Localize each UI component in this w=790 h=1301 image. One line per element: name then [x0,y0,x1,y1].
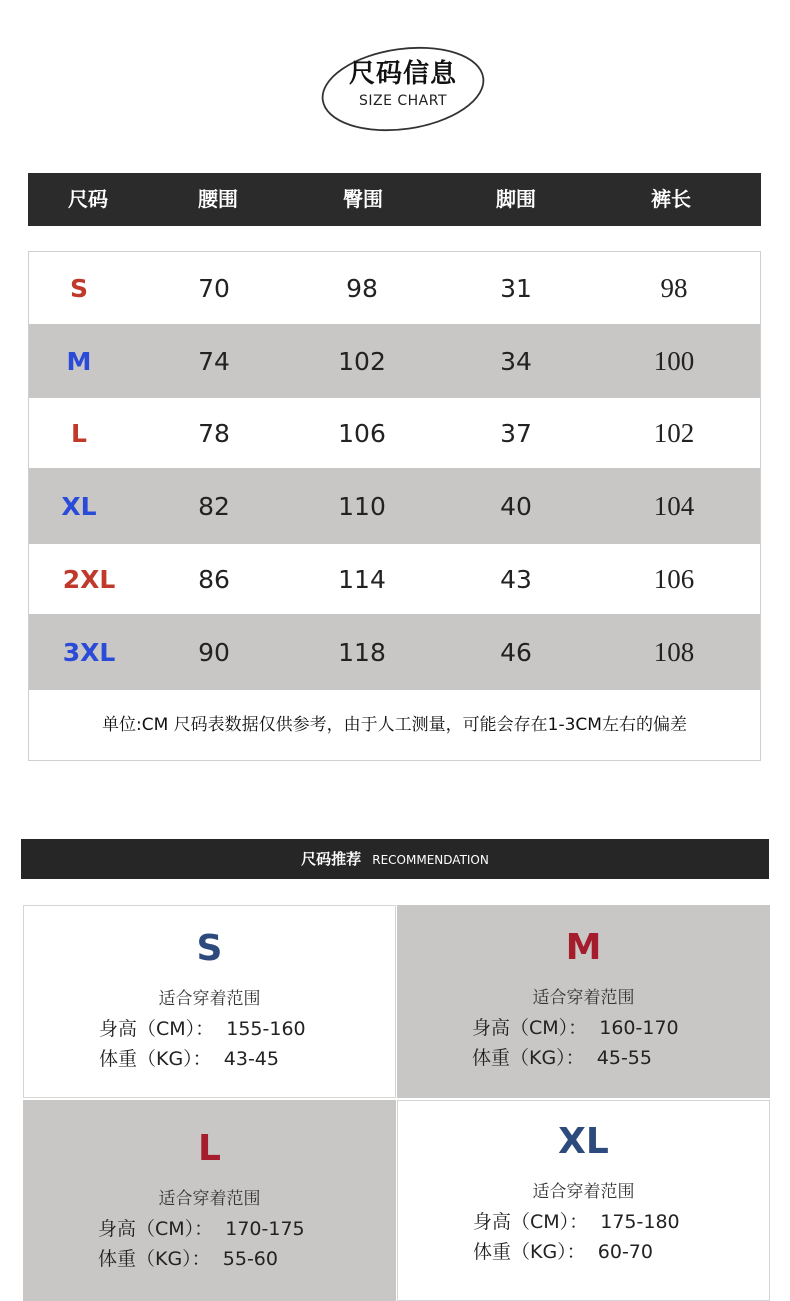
recommendation-card [397,905,770,1098]
row-length: 104 [653,490,695,521]
row-size: M [66,346,92,376]
card-height-range: 身高（CM）： 160-170 [472,1017,679,1039]
header-foot: 脚围 [496,187,536,211]
card-weight-range: 体重（KG）： 60-70 [473,1241,653,1263]
size-table-header [28,173,761,226]
row-foot: 37 [500,418,532,448]
header-size: 尺码 [68,187,108,211]
row-hip: 98 [346,273,378,303]
card-height-range: 身高（CM）： 155-160 [99,1018,306,1040]
row-length: 100 [653,345,695,376]
table-row [29,252,760,324]
card-weight-range: 体重（KG）： 45-55 [472,1047,652,1069]
table-row [29,398,760,468]
row-length: 102 [653,417,695,448]
card-fit-label: 适合穿着范围 [158,989,261,1009]
row-size: S [69,273,88,303]
title-english: SIZE CHART [358,93,448,109]
row-foot: 40 [500,491,532,521]
card-size: L [198,1128,221,1169]
row-hip: 118 [338,637,386,667]
table-row [29,468,760,544]
table-row [29,544,760,614]
row-length: 106 [653,563,695,594]
row-waist: 70 [198,273,230,303]
recommendation-title-chinese: 尺码推荐 [301,850,362,868]
card-size: M [565,927,602,968]
row-length: 108 [653,636,695,667]
row-foot: 31 [500,273,532,303]
row-foot: 46 [500,637,532,667]
card-weight-range: 体重（KG）： 43-45 [99,1048,279,1070]
card-fit-label: 适合穿着范围 [532,988,635,1008]
row-hip: 106 [338,418,386,448]
card-height-range: 身高（CM）： 175-180 [473,1211,680,1233]
card-weight-range: 体重（KG）： 55-60 [98,1248,278,1270]
card-height-range: 身高（CM）： 170-175 [98,1218,305,1240]
row-waist: 74 [198,346,230,376]
size-table-body [28,251,761,761]
measurement-note: 单位:CM 尺码表数据仅供参考，由于人工测量，可能会存在1-3CM左右的偏差 [102,715,687,735]
row-size: L [71,418,87,448]
recommendation-card [23,1100,396,1301]
header-waist: 腰围 [198,187,238,211]
row-hip: 102 [338,346,386,376]
recommendation-header [21,839,769,879]
recommendation-card [397,1100,770,1301]
row-hip: 110 [338,491,386,521]
row-size: 2XL [62,564,116,594]
header-length: 裤长 [651,187,691,211]
row-length: 98 [660,272,688,303]
row-waist: 78 [198,418,230,448]
row-waist: 86 [198,564,230,594]
recommendation-grid [23,905,770,1301]
recommendation-title-english: RECOMMENDATION [372,853,489,867]
table-row [29,614,760,690]
card-size: S [196,928,223,969]
size-chart-title [318,42,488,134]
row-hip: 114 [338,564,386,594]
card-size: XL [558,1121,609,1162]
row-waist: 82 [198,491,230,521]
title-chinese: 尺码信息 [348,59,457,89]
header-hip: 臀围 [343,187,383,211]
row-size: 3XL [62,637,116,667]
recommendation-card [23,905,396,1098]
card-fit-label: 适合穿着范围 [158,1189,261,1209]
row-foot: 43 [500,564,532,594]
row-size: XL [61,491,97,521]
table-row [29,324,760,398]
row-waist: 90 [198,637,230,667]
row-foot: 34 [500,346,532,376]
card-fit-label: 适合穿着范围 [532,1182,635,1202]
